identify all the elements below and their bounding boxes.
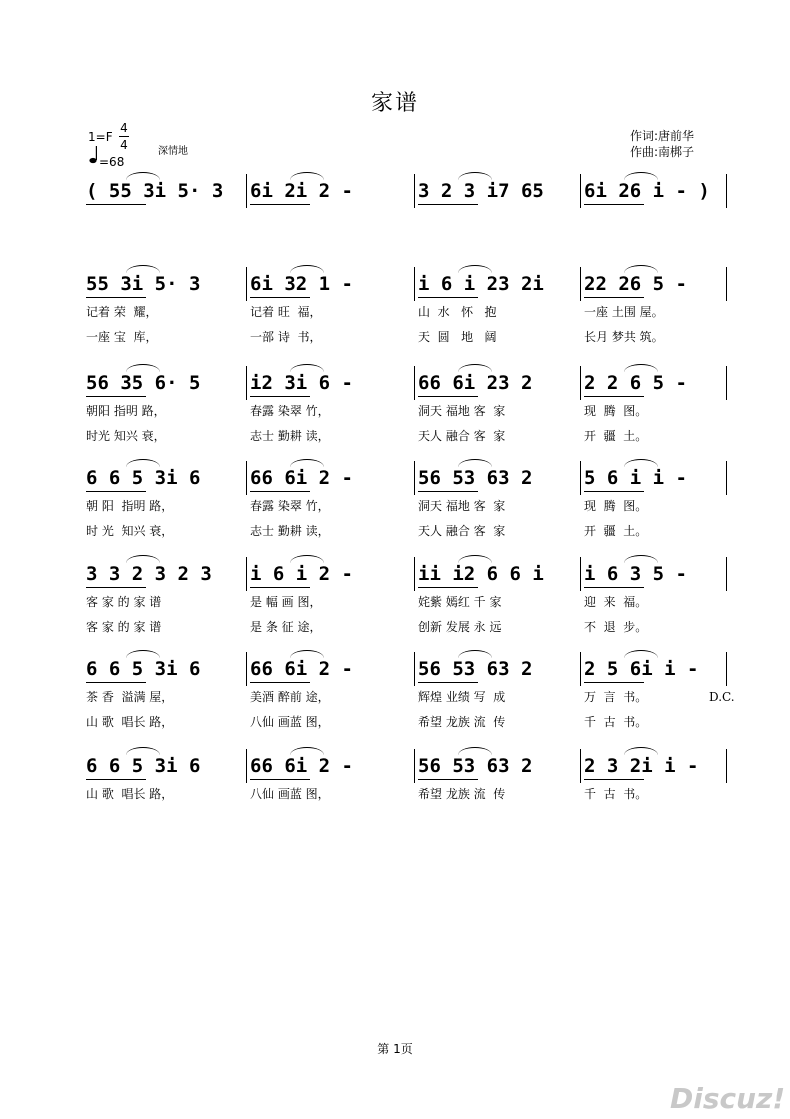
beam-line [250,396,310,397]
slur-arc [624,747,658,755]
lyric-phrase: 时 光 知兴 衰， [86,524,174,538]
barline [246,267,247,301]
lyric-phrase: 时光 知兴 衰， [86,429,166,443]
lyric-phrase: 现 腾 图。 [584,499,648,513]
lyric-phrase: 朝 阳 指明 路， [86,499,174,513]
measure: 66 6i 23 2 [418,372,533,394]
slur-arc [126,459,160,467]
barline [726,174,727,208]
measure: 6 6 5 3i 6 [86,755,201,777]
measure: 2 5 6i i - [584,658,699,680]
measure: 6 6 5 3i 6 [86,658,201,680]
lyric-phrase: 茶 香 溢满 屋， [86,690,174,704]
slur-arc [126,172,160,180]
lyric-phrase: 洞天 福地 客 家 [418,499,506,513]
beam-line [418,297,478,298]
slur-arc [126,747,160,755]
beam-line [86,682,146,683]
slur-arc [458,172,492,180]
beam-line [584,396,644,397]
beam-line [584,682,644,683]
measure: 6i 32 1 - [250,273,353,295]
barline [414,652,415,686]
lyric-phrase: 天人 融合 客 家 [418,429,506,443]
measure: 55 3i 5· 3 [86,273,201,295]
measure: ( 55 3i 5· 3 [86,180,224,202]
slur-arc [290,747,324,755]
beam-line [250,587,310,588]
measure: 6 6 5 3i 6 [86,467,201,489]
lyric-phrase: 是 条 征 途， [250,620,322,634]
measure: 56 53 63 2 [418,467,533,489]
lyric-phrase: 一座 宝 库， [86,330,158,344]
lyric-phrase: 千 古 书。 [584,787,648,801]
beam-line [418,587,478,588]
watermark-logo: Discuz! [670,1082,786,1115]
measure: i 6 i 23 2i [418,273,544,295]
measure: 6i 26 i - ) [584,180,710,202]
barline [580,461,581,495]
lyric-phrase: 创新 发展 永 远 [418,620,502,634]
lyric-phrase: 洞天 福地 客 家 [418,404,506,418]
measure: 22 26 5 - [584,273,687,295]
beam-line [418,396,478,397]
dc-marking: D.C. [709,690,735,704]
lyric-phrase: 千 古 书。 [584,715,648,729]
beam-line [418,682,478,683]
lyric-phrase: 天人 融合 客 家 [418,524,506,538]
lyric-phrase: 迎 来 福。 [584,595,648,609]
barline [726,557,727,591]
slur-arc [458,555,492,563]
barline [246,749,247,783]
lyric-phrase: 志士 勤耕 读， [250,429,330,443]
measure: ii i2 6 6 i [418,563,544,585]
lyric-phrase: 天 圆 地 阔 [418,330,497,344]
time-signature-top: 4 [120,121,128,135]
barline [414,267,415,301]
beam-line [250,491,310,492]
slur-arc [624,555,658,563]
measure: 2 2 6 5 - [584,372,687,394]
slur-arc [624,650,658,658]
barline [246,174,247,208]
slur-arc [458,364,492,372]
lyric-phrase: 山 歌 唱长 路， [86,715,174,729]
lyric-phrase: 记着 荣 耀， [86,305,158,319]
barline [246,557,247,591]
beam-line [86,779,146,780]
barline [246,461,247,495]
lyric-phrase: 春露 染翠 竹， [250,499,330,513]
beam-line [418,204,478,205]
measure: 56 53 63 2 [418,755,533,777]
beam-line [250,204,310,205]
slur-arc [624,459,658,467]
page-number: 第 1页 [377,1042,413,1056]
lyric-phrase: 现 腾 图。 [584,404,648,418]
slur-arc [624,172,658,180]
slur-arc [126,555,160,563]
barline [414,557,415,591]
barline [726,366,727,400]
lyric-phrase: 一部 诗 书， [250,330,322,344]
measure: i 6 3 5 - [584,563,687,585]
beam-line [86,491,146,492]
slur-arc [290,265,324,273]
lyric-phrase: 辉煌 业绩 写 成 [418,690,506,704]
beam-line [250,682,310,683]
key-signature: 1=F [88,130,113,144]
measure: 2 3 2i i - [584,755,699,777]
lyric-phrase: 客 家 的 家 谱 [86,620,162,634]
beam-line [86,204,146,205]
lyric-phrase: 记着 旺 福， [250,305,322,319]
beam-line [584,297,644,298]
beam-line [418,491,478,492]
beam-line [86,587,146,588]
beam-line [250,297,310,298]
slur-arc [126,650,160,658]
lyric-phrase: 开 疆 土。 [584,524,648,538]
beam-line [584,587,644,588]
lyric-phrase: 姹紫 嫣红 千 家 [418,595,502,609]
slur-arc [458,459,492,467]
barline [414,461,415,495]
page-title: 家谱 [370,91,419,116]
final-barline [726,749,731,783]
measure: 5 6 i i - [584,467,687,489]
lyric-phrase: 长月 梦共 筑。 [584,330,664,344]
barline [414,366,415,400]
beam-line [418,779,478,780]
measure: i 6 i 2 - [250,563,353,585]
measure: 66 6i 2 - [250,658,353,680]
measure: 3 3 2 3 2 3 [86,563,212,585]
lyric-phrase: 八仙 画蓝 图， [250,787,330,801]
lyric-phrase: 希望 龙族 流 传 [418,715,506,729]
lyric-phrase: 美酒 醉前 途， [250,690,330,704]
expression-marking: 深情地 [158,146,188,157]
lyric-phrase: 山 歌 唱长 路， [86,787,174,801]
composer-credit: 作曲:南梆子 [630,145,695,159]
lyric-phrase: 客 家 的 家 谱 [86,595,162,609]
barline [246,652,247,686]
score [80,0,740,1119]
final-barline [726,652,731,686]
beam-line [86,396,146,397]
barline [580,652,581,686]
lyric-phrase: 开 疆 土。 [584,429,648,443]
barline [726,461,727,495]
slur-arc [290,555,324,563]
barline [580,174,581,208]
slur-arc [290,459,324,467]
slur-arc [624,364,658,372]
measure: i2 3i 6 - [250,372,353,394]
barline [580,366,581,400]
tempo-marking: =68 [99,155,125,169]
lyric-phrase: 八仙 画蓝 图， [250,715,330,729]
barline [580,749,581,783]
barline [414,174,415,208]
measure: 56 53 63 2 [418,658,533,680]
barline [580,557,581,591]
lyric-phrase: 是 幅 画 图， [250,595,322,609]
barline [726,267,727,301]
beam-line [584,491,644,492]
slur-arc [624,265,658,273]
lyric-phrase: 朝阳 指明 路， [86,404,166,418]
barline [246,366,247,400]
measure: 3 2 3 i7 65 [418,180,544,202]
slur-arc [458,747,492,755]
lyric-phrase: 志士 勤耕 读， [250,524,330,538]
lyricist-credit: 作词:唐前华 [630,129,695,143]
beam-line [584,204,644,205]
lyric-phrase: 万 言 书。 [584,690,648,704]
measure: 6i 2i 2 - [250,180,353,202]
time-signature-bottom: 4 [120,138,128,152]
slur-arc [458,265,492,273]
slur-arc [458,650,492,658]
beam-line [584,779,644,780]
lyric-phrase: 春露 染翠 竹， [250,404,330,418]
slur-arc [126,364,160,372]
slur-arc [126,265,160,273]
slur-arc [290,172,324,180]
lyric-phrase: 一座 土围 屋。 [584,305,664,319]
barline [414,749,415,783]
lyric-phrase: 希望 龙族 流 传 [418,787,506,801]
measure: 66 6i 2 - [250,467,353,489]
slur-arc [290,364,324,372]
measure: 56 35 6· 5 [86,372,201,394]
lyric-phrase: 不 退 步。 [584,620,648,634]
measure: 66 6i 2 - [250,755,353,777]
slur-arc [290,650,324,658]
barline [580,267,581,301]
lyric-phrase: 山 水 怀 抱 [418,305,497,319]
beam-line [250,779,310,780]
beam-line [86,297,146,298]
